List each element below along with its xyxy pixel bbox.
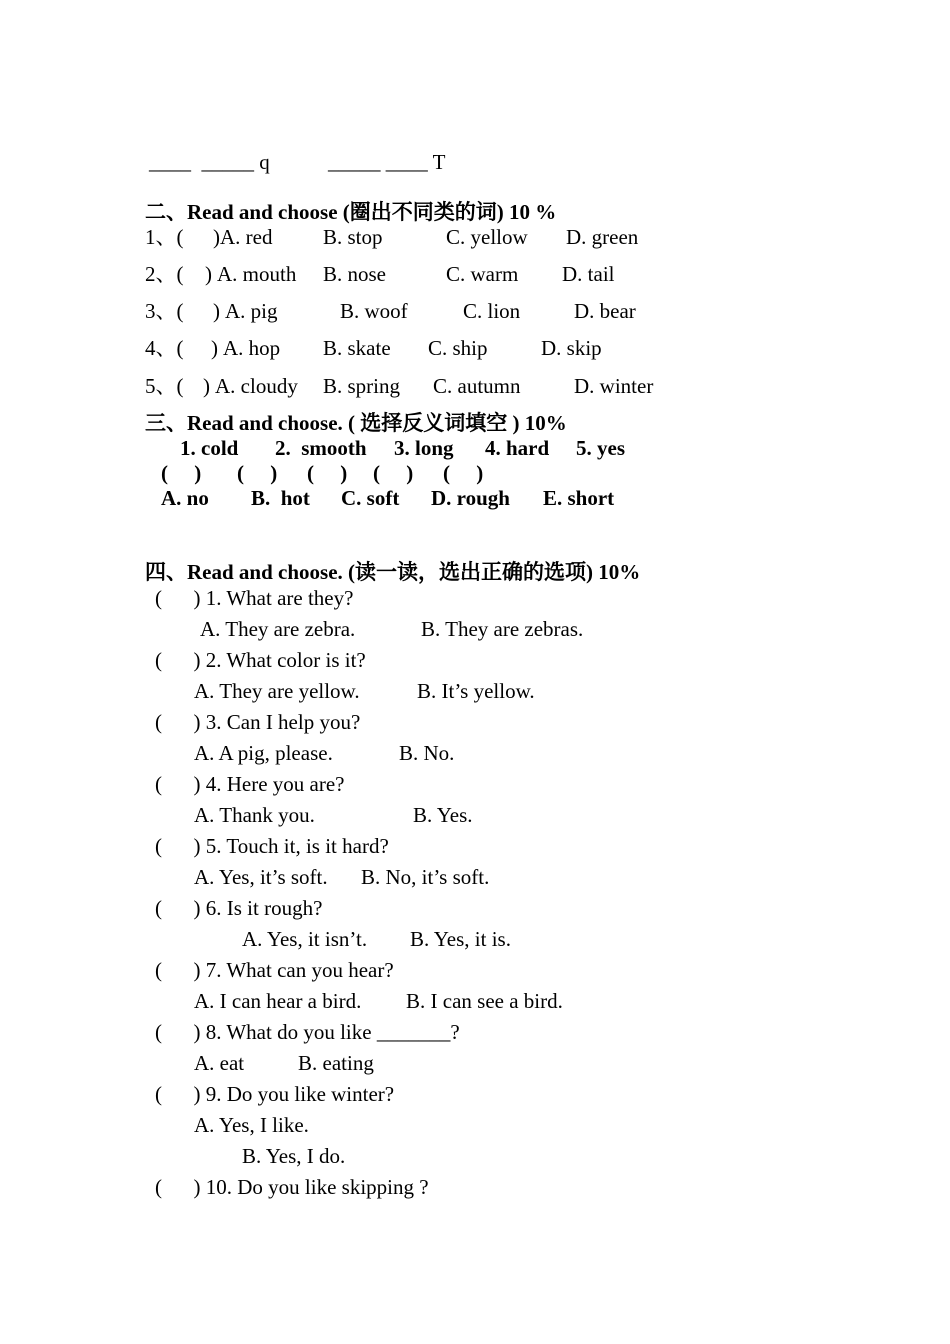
option-a: A. mouth [217,262,297,286]
word-5: 5. yes [576,436,625,460]
option-d: D. skip [541,336,602,360]
question-4: ( ) 4. Here you are? [155,772,345,796]
section-3-heading: 三、Read and choose. ( 选择反义词填空 ) 10% [145,411,567,435]
question-2-option-b: B. It’s yellow. [417,679,535,703]
question-4-option-a: A. Thank you. [194,803,315,827]
question-1-option-b: B. They are zebras. [421,617,584,641]
option-d: D. green [566,225,639,249]
question-10: ( ) 10. Do you like skipping ? [155,1175,429,1199]
answer-paren-close: ) [213,225,220,249]
section-4-heading: 四、Read and choose. (读一读，选出正确的选项) 10% [145,560,641,584]
question-7-option-b: B. I can see a bird. [406,989,563,1013]
question-9: ( ) 9. Do you like winter? [155,1082,395,1106]
question-5-option-b: B. No, it’s soft. [361,865,490,889]
option-b: B. hot [251,486,310,510]
item-number: 5、( [145,374,184,398]
item-number: 3、( [145,299,184,323]
option-d: D. bear [574,299,636,323]
option-a: A. cloudy [215,374,298,398]
option-b: B. woof [340,299,408,323]
option-c: C. autumn [433,374,521,398]
item-number: 2、( [145,262,184,286]
word-4: 4. hard [485,436,550,460]
answer-paren-close: ) [203,374,210,398]
option-b: B. skate [323,336,391,360]
blank-5: ( ) [443,461,484,485]
question-9-option-b: B. Yes, I do. [242,1144,346,1168]
option-b: B. nose [323,262,386,286]
question-1: ( ) 1. What are they? [155,586,354,610]
option-a: A. red [220,225,273,249]
option-c: C. soft [341,486,400,510]
item-number: 1、( [145,225,184,249]
option-b: B. stop [323,225,383,249]
section-2-heading: 二、Read and choose (圈出不同类的词) 10 % [145,200,557,224]
question-7-option-a: A. I can hear a bird. [194,989,362,1013]
answer-paren-close: ) [205,262,212,286]
option-a: A. pig [225,299,278,323]
question-8-option-b: B. eating [298,1051,374,1075]
option-d: D. winter [574,374,654,398]
question-3-option-b: B. No. [399,741,455,765]
blank-2: ( ) [237,461,278,485]
question-6-option-a: A. Yes, it isn’t. [242,927,368,951]
answer-paren-close: ) [213,299,220,323]
question-7: ( ) 7. What can you hear? [155,958,394,982]
word-2: 2. smooth [275,436,367,460]
question-3-option-a: A. A pig, please. [194,741,333,765]
option-a: A. hop [223,336,281,360]
option-b: B. spring [323,374,401,398]
option-c: C. warm [446,262,519,286]
option-d: D. rough [431,486,510,510]
top-blank-left: ____ _____ q [149,150,270,174]
question-2-option-a: A. They are yellow. [194,679,360,703]
top-blank-right: _____ ____ T [328,150,446,174]
question-2: ( ) 2. What color is it? [155,648,366,672]
question-5-option-a: A. Yes, it’s soft. [194,865,328,889]
blank-3: ( ) [307,461,348,485]
question-8: ( ) 8. What do you like _______? [155,1020,460,1044]
item-number: 4、( [145,336,184,360]
question-9-option-a: A. Yes, I like. [194,1113,309,1137]
option-c: C. lion [463,299,521,323]
question-3: ( ) 3. Can I help you? [155,710,361,734]
blank-4: ( ) [373,461,414,485]
blank-1: ( ) [161,461,202,485]
question-4-option-b: B. Yes. [413,803,473,827]
option-e: E. short [543,486,615,510]
question-1-option-a: A. They are zebra. [200,617,356,641]
question-5: ( ) 5. Touch it, is it hard? [155,834,389,858]
option-d: D. tail [562,262,615,286]
option-c: C. yellow [446,225,528,249]
option-c: C. ship [428,336,488,360]
question-6-option-b: B. Yes, it is. [410,927,511,951]
word-3: 3. long [394,436,454,460]
question-6: ( ) 6. Is it rough? [155,896,323,920]
option-a: A. no [161,486,209,510]
word-1: 1. cold [180,436,239,460]
answer-paren-close: ) [211,336,218,360]
question-8-option-a: A. eat [194,1051,245,1075]
